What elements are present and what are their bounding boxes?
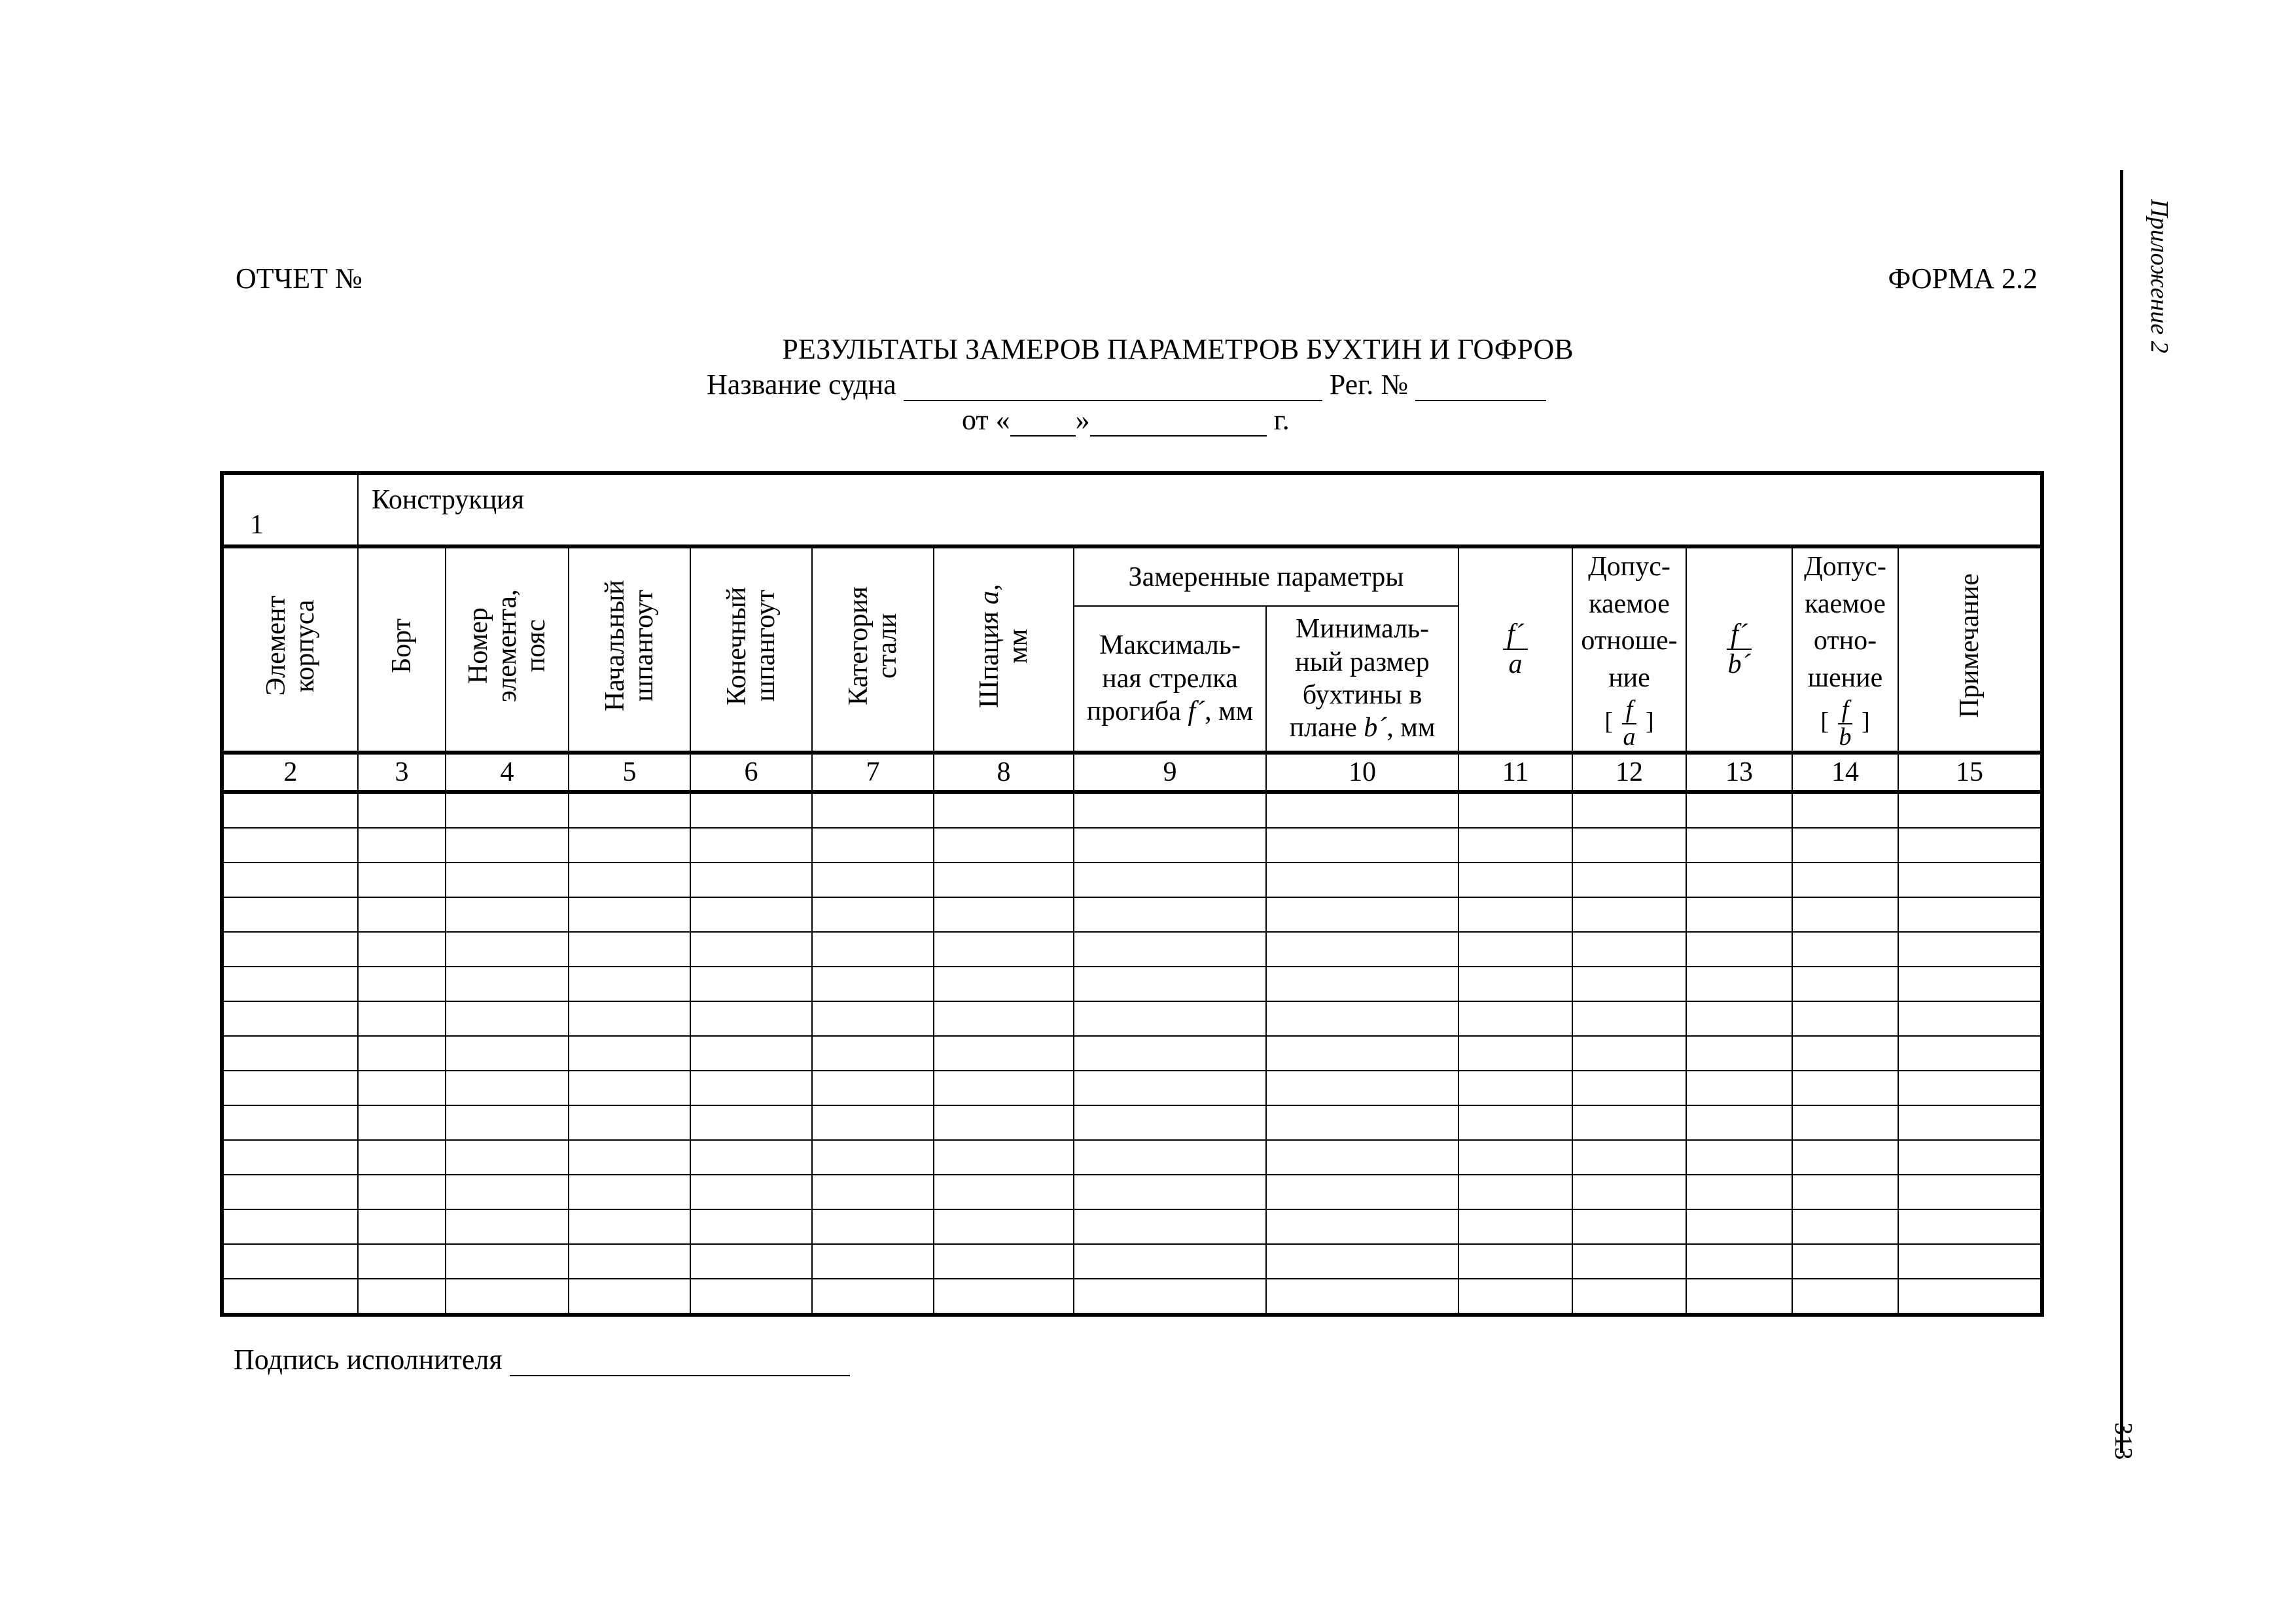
appendix-label: Приложение 2	[2146, 199, 2173, 353]
table-cell[interactable]	[1266, 1244, 1458, 1279]
table-cell[interactable]	[690, 1140, 812, 1175]
table-cell[interactable]	[1266, 1036, 1458, 1071]
table-cell[interactable]	[812, 1140, 934, 1175]
table-cell[interactable]	[1686, 1036, 1792, 1071]
table-cell[interactable]	[446, 828, 569, 863]
table-cell[interactable]	[812, 1001, 934, 1036]
col-ratio-f-a: $\frac{f´}{a}$	[1458, 546, 1572, 753]
table-cell[interactable]	[569, 897, 690, 932]
table-cell[interactable]	[1898, 1036, 2042, 1071]
table-cell[interactable]	[1266, 1140, 1458, 1175]
table-cell[interactable]	[1074, 1036, 1266, 1071]
table-cell[interactable]	[1074, 828, 1266, 863]
table-cell[interactable]	[446, 1175, 569, 1209]
table-cell[interactable]	[222, 792, 358, 828]
table-cell[interactable]	[446, 967, 569, 1001]
table-row	[222, 1244, 2042, 1279]
table-cell[interactable]	[812, 1036, 934, 1071]
col-spacing: Шпация a, мм	[934, 546, 1074, 753]
signature-label: Подпись исполнителя	[234, 1344, 503, 1376]
column-number-cell: 5	[569, 753, 690, 792]
table-cell[interactable]	[1074, 897, 1266, 932]
table-cell[interactable]	[569, 1209, 690, 1244]
table-cell[interactable]	[1686, 1209, 1792, 1244]
table-cell[interactable]	[934, 1071, 1074, 1105]
table-cell[interactable]	[1266, 863, 1458, 897]
table-cell[interactable]	[358, 1001, 446, 1036]
table-cell[interactable]	[222, 967, 358, 1001]
side-rule	[2107, 170, 2123, 1453]
table-cell[interactable]	[358, 1105, 446, 1140]
table-cell[interactable]	[1458, 1036, 1572, 1071]
table-cell[interactable]	[934, 1140, 1074, 1175]
table-cell[interactable]	[1792, 1175, 1898, 1209]
table-cell[interactable]	[1686, 1140, 1792, 1175]
table-cell[interactable]	[1792, 1244, 1898, 1279]
table-cell[interactable]	[1898, 792, 2042, 828]
table-cell[interactable]	[690, 967, 812, 1001]
table-row	[222, 863, 2042, 897]
table-cell[interactable]	[690, 1279, 812, 1315]
table-cell[interactable]	[569, 932, 690, 967]
table-cell[interactable]	[1074, 967, 1266, 1001]
table-cell[interactable]	[222, 1036, 358, 1071]
table-cell[interactable]	[358, 792, 446, 828]
col-max-deflection: Максималь- ная стрелка прогиба f´, мм	[1074, 606, 1266, 752]
column-number-cell: 9	[1074, 753, 1266, 792]
table-cell[interactable]	[1074, 932, 1266, 967]
column-number-row	[222, 753, 2042, 792]
table-cell[interactable]	[222, 1175, 358, 1209]
table-cell[interactable]	[1898, 1105, 2042, 1140]
table-cell[interactable]	[1898, 1001, 2042, 1036]
table-cell[interactable]	[569, 828, 690, 863]
table-cell[interactable]	[934, 1105, 1074, 1140]
table-cell[interactable]	[1266, 1105, 1458, 1140]
table-cell[interactable]	[1266, 897, 1458, 932]
table-cell[interactable]	[1686, 792, 1792, 828]
table-cell[interactable]	[1898, 932, 2042, 967]
table-cell[interactable]	[1266, 1279, 1458, 1315]
column-number-cell: 3	[358, 753, 446, 792]
table-cell[interactable]	[446, 1209, 569, 1244]
table-cell[interactable]	[1458, 1071, 1572, 1105]
table-cell[interactable]	[1792, 1140, 1898, 1175]
table-row	[222, 1001, 2042, 1036]
table-cell[interactable]	[222, 1244, 358, 1279]
table-cell[interactable]	[1686, 1001, 1792, 1036]
table-row	[222, 828, 2042, 863]
table-cell[interactable]	[1266, 932, 1458, 967]
table-cell[interactable]	[1266, 1071, 1458, 1105]
table-cell[interactable]	[1266, 828, 1458, 863]
table-cell[interactable]	[1686, 863, 1792, 897]
table-cell[interactable]	[1686, 1175, 1792, 1209]
table-cell[interactable]	[1686, 1105, 1792, 1140]
table-cell[interactable]	[812, 792, 934, 828]
table-cell[interactable]	[812, 828, 934, 863]
table-cell[interactable]	[1458, 1105, 1572, 1140]
table-cell[interactable]	[1458, 932, 1572, 967]
table-cell[interactable]	[1572, 1105, 1686, 1140]
table-cell[interactable]	[1074, 1001, 1266, 1036]
table-cell[interactable]	[812, 1175, 934, 1209]
table-cell[interactable]	[222, 932, 358, 967]
table-cell[interactable]	[222, 1001, 358, 1036]
table-cell[interactable]	[569, 1244, 690, 1279]
table-cell[interactable]	[812, 1071, 934, 1105]
column-number-cell: 13	[1686, 753, 1792, 792]
table-cell[interactable]	[446, 1036, 569, 1071]
table-cell[interactable]	[446, 1244, 569, 1279]
table-cell[interactable]	[812, 932, 934, 967]
date-line	[962, 403, 1290, 437]
table-cell[interactable]	[1898, 1244, 2042, 1279]
table-cell[interactable]	[1792, 828, 1898, 863]
table-cell[interactable]	[1792, 1279, 1898, 1315]
table-cell[interactable]	[358, 863, 446, 897]
table-cell[interactable]	[1458, 897, 1572, 932]
table-row	[222, 1279, 2042, 1315]
table-cell[interactable]	[690, 1209, 812, 1244]
col-note: Примечание	[1898, 546, 2042, 753]
table-cell[interactable]	[1458, 1140, 1572, 1175]
table-cell[interactable]	[569, 1175, 690, 1209]
table-cell[interactable]	[690, 897, 812, 932]
table-cell[interactable]	[1898, 1279, 2042, 1315]
table-cell[interactable]	[1572, 828, 1686, 863]
table-cell[interactable]	[446, 1071, 569, 1105]
table-cell[interactable]	[1572, 932, 1686, 967]
table-row	[222, 1140, 2042, 1175]
table-cell[interactable]	[690, 828, 812, 863]
table-cell[interactable]	[1792, 1071, 1898, 1105]
table-cell[interactable]	[222, 1105, 358, 1140]
table-cell[interactable]	[1572, 1244, 1686, 1279]
table-cell[interactable]	[1266, 1209, 1458, 1244]
table-cell[interactable]	[1572, 792, 1686, 828]
table-cell[interactable]	[1792, 863, 1898, 897]
column-number-cell: 14	[1792, 753, 1898, 792]
vessel-line	[707, 368, 1546, 401]
table-cell[interactable]	[812, 1105, 934, 1140]
table-cell[interactable]	[1074, 1175, 1266, 1209]
table-row	[222, 792, 2042, 828]
table-cell[interactable]	[1792, 1001, 1898, 1036]
table-cell[interactable]	[934, 1209, 1074, 1244]
table-cell[interactable]	[1074, 1279, 1266, 1315]
table-cell[interactable]	[690, 792, 812, 828]
col-side: Борт	[358, 546, 446, 753]
form-label: ФОРМА 2.2	[1888, 262, 2038, 294]
table-cell[interactable]	[358, 1175, 446, 1209]
table-cell[interactable]	[690, 1071, 812, 1105]
table-cell[interactable]	[569, 1001, 690, 1036]
table-cell[interactable]	[569, 1279, 690, 1315]
table-cell[interactable]	[1686, 897, 1792, 932]
table-cell[interactable]	[222, 863, 358, 897]
table-cell[interactable]	[358, 932, 446, 967]
table-cell[interactable]	[690, 932, 812, 967]
table-cell[interactable]	[569, 1140, 690, 1175]
table-row	[222, 1105, 2042, 1140]
table-cell[interactable]	[934, 863, 1074, 897]
table-cell[interactable]	[1898, 897, 2042, 932]
table-cell[interactable]	[358, 1209, 446, 1244]
measured-parameters-group: Замеренные параметры	[1074, 546, 1458, 606]
construction-cell[interactable]: Конструкция	[358, 473, 2042, 546]
table-cell[interactable]	[1686, 1244, 1792, 1279]
table-cell[interactable]	[812, 1244, 934, 1279]
table-cell[interactable]	[1686, 967, 1792, 1001]
column-number-cell: 2	[222, 753, 358, 792]
table-cell[interactable]	[690, 1175, 812, 1209]
table-cell[interactable]	[358, 897, 446, 932]
table-cell[interactable]	[690, 1036, 812, 1071]
table-cell[interactable]	[934, 897, 1074, 932]
column-number-cell: 10	[1266, 753, 1458, 792]
col-steel-category: Категория стали	[812, 546, 934, 753]
table-cell[interactable]	[1792, 897, 1898, 932]
table-cell[interactable]	[1792, 1209, 1898, 1244]
table-cell[interactable]	[1898, 1140, 2042, 1175]
table-cell[interactable]	[1898, 1071, 2042, 1105]
table-cell[interactable]	[812, 897, 934, 932]
col-ratio-f-b: $\frac{f´}{b´}$	[1686, 546, 1792, 753]
table-cell[interactable]	[358, 1244, 446, 1279]
table-cell[interactable]	[1074, 1071, 1266, 1105]
table-cell[interactable]	[222, 1140, 358, 1175]
table-cell[interactable]	[1458, 967, 1572, 1001]
table-cell[interactable]	[1458, 1175, 1572, 1209]
table-cell[interactable]	[222, 1071, 358, 1105]
table-cell[interactable]	[934, 828, 1074, 863]
table-cell[interactable]	[569, 1105, 690, 1140]
table-row	[222, 932, 2042, 967]
table-cell[interactable]	[358, 1036, 446, 1071]
signature-line	[234, 1343, 850, 1376]
table-cell[interactable]	[1074, 863, 1266, 897]
col-hull-element: Элемент корпуса	[222, 546, 358, 753]
table-cell[interactable]	[1572, 1140, 1686, 1175]
table-cell[interactable]	[446, 1001, 569, 1036]
table-cell[interactable]	[812, 1209, 934, 1244]
table-cell[interactable]	[446, 897, 569, 932]
column-number-cell: 8	[934, 753, 1074, 792]
table-cell[interactable]	[1572, 1279, 1686, 1315]
col-allowable-ratio-b: Допус- каемое отно- шение [ $\frac{f}{b}$ ]	[1792, 546, 1898, 753]
column-number-cell: 15	[1898, 753, 2042, 792]
table-cell[interactable]	[1898, 828, 2042, 863]
date-month-field[interactable]	[1090, 409, 1267, 437]
col-end-frame: Конечный шпангоут	[690, 546, 812, 753]
table-cell[interactable]	[1686, 828, 1792, 863]
table-cell[interactable]	[1572, 863, 1686, 897]
table-cell[interactable]	[569, 1071, 690, 1105]
table-cell[interactable]	[358, 1071, 446, 1105]
table-cell[interactable]	[934, 792, 1074, 828]
col-start-frame: Начальный шпангоут	[569, 546, 690, 753]
document-title: РЕЗУЛЬТАТЫ ЗАМЕРОВ ПАРАМЕТРОВ БУХТИН И ГОФРОВ	[782, 333, 1574, 365]
table-cell[interactable]	[358, 967, 446, 1001]
table-cell[interactable]	[1266, 792, 1458, 828]
vessel-name-label: Название судна	[707, 368, 896, 401]
date-prefix: от «	[962, 404, 1010, 436]
table-cell[interactable]	[222, 828, 358, 863]
table-cell[interactable]	[446, 932, 569, 967]
table-row	[222, 1209, 2042, 1244]
table-cell[interactable]	[358, 1140, 446, 1175]
table-cell[interactable]	[1458, 828, 1572, 863]
table-cell[interactable]	[812, 1279, 934, 1315]
column-number-cell: 7	[812, 753, 934, 792]
table-cell[interactable]	[1898, 967, 2042, 1001]
page-number: 313	[2110, 1422, 2137, 1460]
table-cell[interactable]	[1572, 967, 1686, 1001]
table-cell[interactable]	[1458, 1279, 1572, 1315]
table-cell[interactable]	[1074, 792, 1266, 828]
table-cell[interactable]	[1074, 1209, 1266, 1244]
report-number-label: ОТЧЕТ №	[236, 262, 362, 294]
table-cell[interactable]	[690, 863, 812, 897]
table-cell[interactable]	[1686, 1279, 1792, 1315]
table-cell[interactable]	[1792, 1105, 1898, 1140]
table-cell[interactable]	[446, 1279, 569, 1315]
column-number-cell: 12	[1572, 753, 1686, 792]
reg-number-label: Рег. №	[1329, 368, 1409, 401]
table-cell[interactable]	[222, 1279, 358, 1315]
table-cell[interactable]	[934, 1036, 1074, 1071]
date-suffix: г.	[1273, 404, 1290, 436]
table-cell[interactable]	[569, 863, 690, 897]
table-cell[interactable]	[222, 1209, 358, 1244]
table-cell[interactable]	[1458, 1244, 1572, 1279]
table-cell[interactable]	[934, 967, 1074, 1001]
column-number-cell: 4	[446, 753, 569, 792]
table-cell[interactable]	[1572, 1071, 1686, 1105]
table-cell[interactable]	[934, 1001, 1074, 1036]
table-cell[interactable]	[1458, 863, 1572, 897]
table-cell[interactable]	[1572, 897, 1686, 932]
table-cell[interactable]	[1792, 1036, 1898, 1071]
table-row	[222, 967, 2042, 1001]
reg-number-field[interactable]	[1415, 374, 1546, 401]
column-number-cell: 11	[1458, 753, 1572, 792]
table-cell[interactable]	[812, 967, 934, 1001]
table-cell[interactable]	[690, 1001, 812, 1036]
table-cell[interactable]	[1898, 1175, 2042, 1209]
construction-number-cell: 1	[222, 473, 358, 546]
table-cell[interactable]	[1266, 967, 1458, 1001]
table-cell[interactable]	[569, 1036, 690, 1071]
table-cell[interactable]	[1074, 1244, 1266, 1279]
table-cell[interactable]	[1792, 932, 1898, 967]
table-row	[222, 1036, 2042, 1071]
table-cell[interactable]	[1458, 1209, 1572, 1244]
table-cell[interactable]	[222, 897, 358, 932]
table-cell[interactable]	[446, 1140, 569, 1175]
table-cell[interactable]	[446, 1105, 569, 1140]
col-min-size: Минималь- ный размер бухтины в плане b´, мм	[1266, 606, 1458, 752]
table-cell[interactable]	[358, 828, 446, 863]
table-cell[interactable]	[1792, 967, 1898, 1001]
table-cell[interactable]	[569, 792, 690, 828]
table-cell[interactable]	[1572, 1209, 1686, 1244]
table-cell[interactable]	[1572, 1175, 1686, 1209]
measurement-table	[220, 471, 2044, 1317]
table-cell[interactable]	[569, 967, 690, 1001]
table-cell[interactable]	[934, 1244, 1074, 1279]
table-row	[222, 1175, 2042, 1209]
col-element-number: Номер элемента, пояс	[446, 546, 569, 753]
table-cell[interactable]	[1266, 1001, 1458, 1036]
table-cell[interactable]	[446, 863, 569, 897]
date-day-field[interactable]	[1010, 409, 1076, 437]
table-cell[interactable]	[1686, 1071, 1792, 1105]
table-row	[222, 1071, 2042, 1105]
table-cell[interactable]	[1686, 932, 1792, 967]
table-row	[222, 897, 2042, 932]
table-cell[interactable]	[1266, 1175, 1458, 1209]
table-cell[interactable]	[934, 932, 1074, 967]
table-cell[interactable]	[934, 1279, 1074, 1315]
table-cell[interactable]	[446, 792, 569, 828]
signature-field[interactable]	[510, 1349, 850, 1376]
table-cell[interactable]	[1458, 792, 1572, 828]
date-mid: »	[1075, 404, 1090, 436]
table-cell[interactable]	[1074, 1140, 1266, 1175]
table-cell[interactable]	[1074, 1105, 1266, 1140]
table-cell[interactable]	[1898, 1209, 2042, 1244]
table-cell[interactable]	[690, 1244, 812, 1279]
table-cell[interactable]	[1898, 863, 2042, 897]
vessel-name-field[interactable]	[904, 374, 1322, 401]
table-cell[interactable]	[358, 1279, 446, 1315]
table-cell[interactable]	[690, 1105, 812, 1140]
table-cell[interactable]	[1792, 792, 1898, 828]
table-cell[interactable]	[1572, 1036, 1686, 1071]
table-cell[interactable]	[1458, 1001, 1572, 1036]
table-cell[interactable]	[1572, 1001, 1686, 1036]
column-number-cell: 6	[690, 753, 812, 792]
col-allowable-ratio-a: Допус- каемое отноше- ние [ $\frac{f}{a}$ ]	[1572, 546, 1686, 753]
table-cell[interactable]	[934, 1175, 1074, 1209]
table-cell[interactable]	[812, 863, 934, 897]
